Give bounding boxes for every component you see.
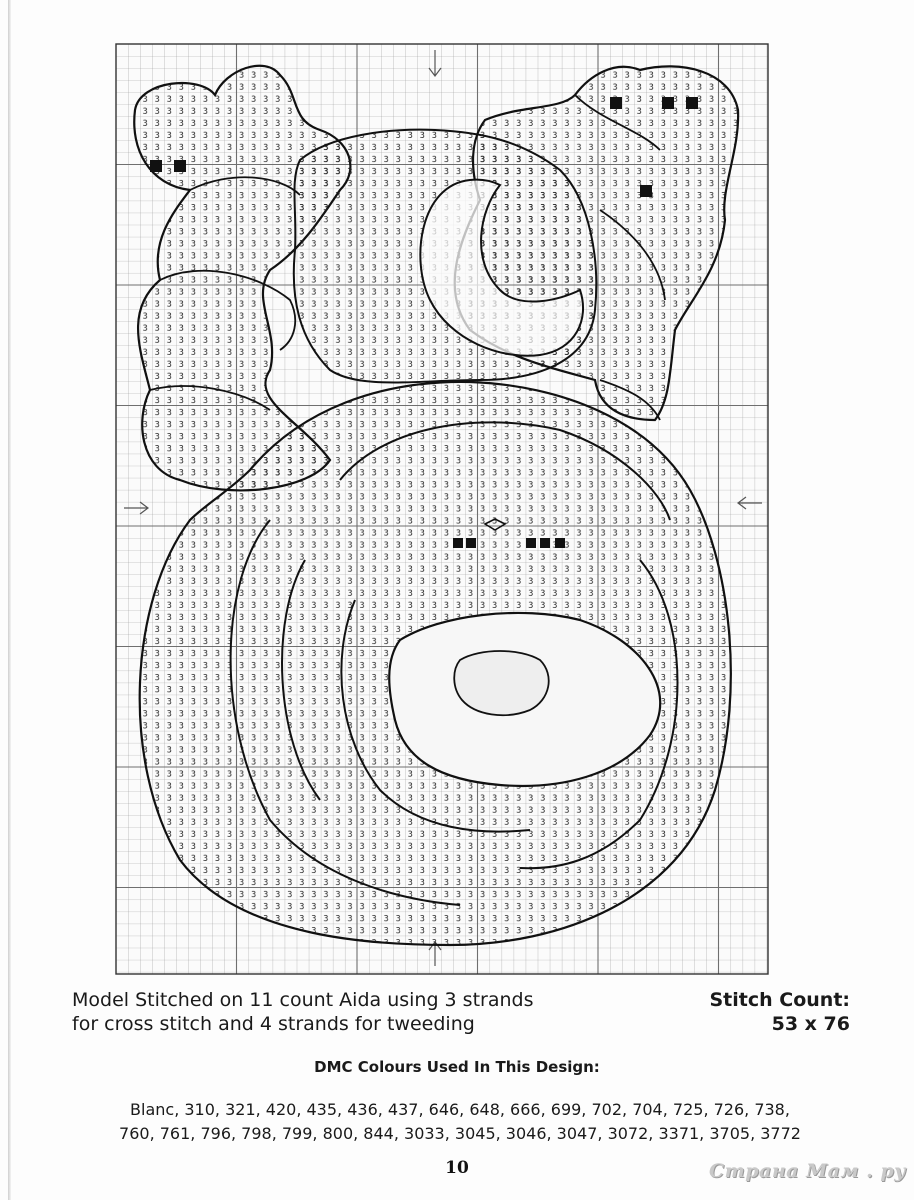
colours-line-1: Blanc, 310, 321, 420, 435, 436, 437, 646, 648, 666, 699, 702, 704, 725, 726, 738, [130, 1100, 790, 1119]
watermark-logo: Страна Мам . ру [709, 1160, 906, 1182]
notes-line-1: Model Stitched on 11 count Aida using 3 strands [72, 989, 534, 1011]
stitching-notes [72, 988, 632, 1036]
design-motif [134, 66, 738, 945]
colours-list [70, 1098, 850, 1146]
nose-outline [454, 651, 548, 715]
stitch-count-label: Stitch Count: [709, 989, 850, 1011]
notes-line-2: for cross stitch and 4 strands for tweeding [72, 1013, 475, 1035]
page-number: 10 [445, 1158, 469, 1178]
colours-line-2: 760, 761, 796, 798, 799, 800, 844, 3033, 3045, 3046, 3047, 3072, 3371, 3705, 3772 [119, 1124, 801, 1143]
colours-heading: DMC Colours Used In This Design: [314, 1058, 600, 1076]
stitch-count [640, 988, 850, 1036]
stitch-count-value: 53 x 76 [771, 1013, 850, 1035]
